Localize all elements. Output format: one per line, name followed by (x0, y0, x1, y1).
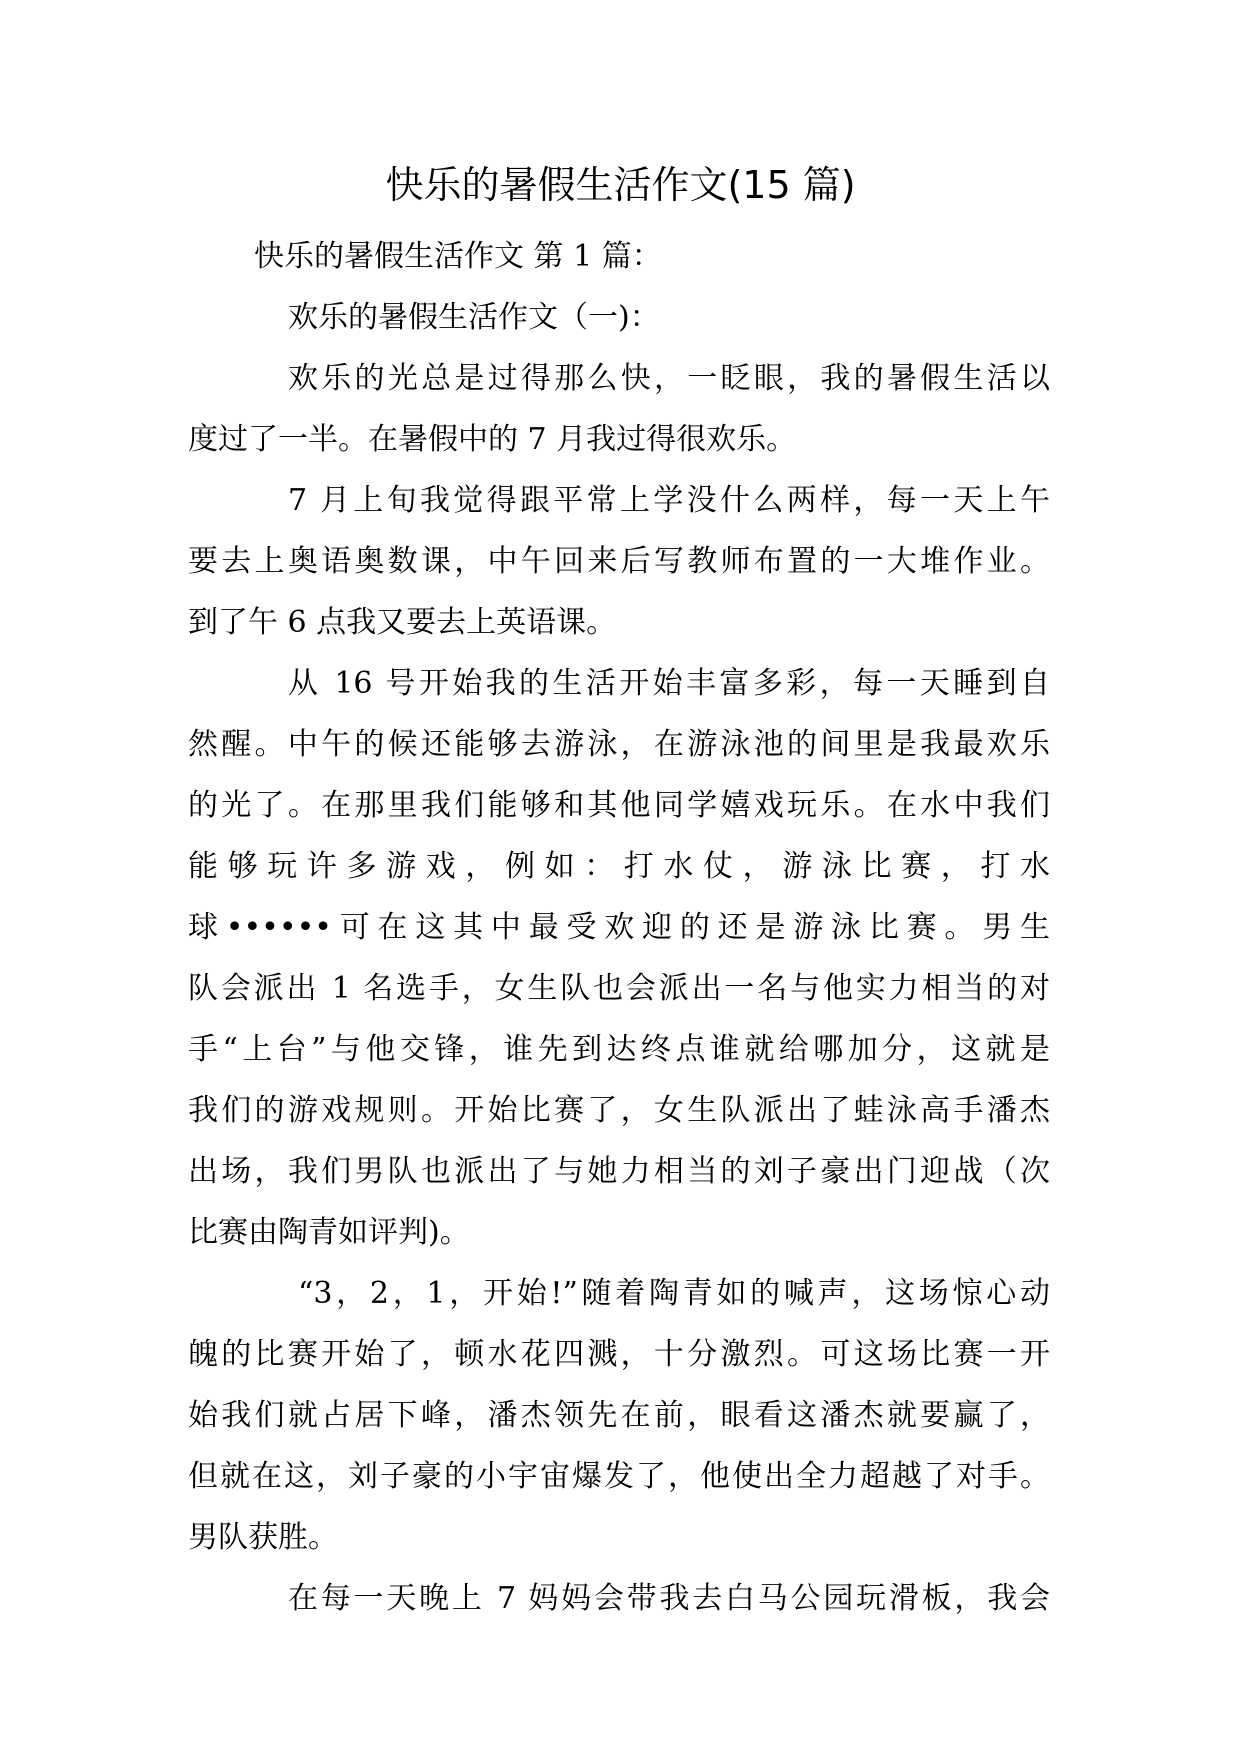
paragraph-line: 但就在这，刘子豪的小宇宙爆发了，他使出全力超越了对手。 (188, 1459, 1050, 1494)
paragraph-line: 要去上奥语奥数课，中午回来后写教师布置的一大堆作业。 (188, 544, 1050, 579)
paragraph-line: 手“上台”与他交锋，谁先到达终点谁就给哪加分，这就是 (188, 1032, 1050, 1067)
paragraph-line: 球••••••可在这其中最受欢迎的还是游泳比赛。男生 (188, 910, 1050, 945)
paragraph-line: 欢乐的光总是过得那么快，一眨眼，我的暑假生活以 (288, 361, 1050, 396)
paragraph-line: 出场，我们男队也派出了与她力相当的刘子豪出门迎战（次 (188, 1154, 1050, 1189)
paragraph-line: 魄的比赛开始了，顿水花四溅，十分激烈。可这场比赛一开 (188, 1337, 1050, 1372)
document-title: 快乐的暑假生活作文(15 篇) (385, 163, 856, 207)
paragraph-line: 从 16 号开始我的生活开始丰富多彩，每一天睡到自 (288, 666, 1050, 701)
subsection-heading: 欢乐的暑假生活作文（一)： (288, 300, 660, 335)
paragraph-line: 在每一天晚上 7 妈妈会带我去白马公园玩滑板，我会 (288, 1581, 1050, 1616)
paragraph-line: 的光了。在那里我们能够和其他同学嬉戏玩乐。在水中我们 (188, 788, 1050, 823)
paragraph-line: 7 月上旬我觉得跟平常上学没什么两样，每一天上午 (288, 483, 1050, 518)
paragraph-line: 队会派出 1 名选手，女生队也会派出一名与他实力相当的对 (188, 971, 1050, 1006)
paragraph-line: 我们的游戏规则。开始比赛了，女生队派出了蛙泳高手潘杰 (188, 1093, 1050, 1128)
paragraph-line: 然醒。中午的候还能够去游泳，在游泳池的间里是我最欢乐 (188, 727, 1050, 762)
paragraph-line: 度过了一半。在暑假中的 7 月我过得很欢乐。 (188, 422, 797, 457)
paragraph-line: 到了午 6 点我又要去上英语课。 (188, 605, 617, 640)
paragraph-line: 能够玩许多游戏，例如：打水仗，游泳比赛，打水 (188, 849, 1050, 884)
paragraph-line: “3，2，1，开始!”随着陶青如的喊声，这场惊心动 (298, 1276, 1050, 1311)
paragraph-line: 比赛由陶青如评判)。 (188, 1215, 470, 1250)
document-body (188, 226, 1050, 1629)
paragraph-line: 始我们就占居下峰，潘杰领先在前，眼看这潘杰就要赢了， (188, 1398, 1050, 1433)
section-heading: 快乐的暑假生活作文 第 1 篇： (254, 239, 662, 274)
paragraph-line: 男队获胜。 (188, 1520, 338, 1555)
